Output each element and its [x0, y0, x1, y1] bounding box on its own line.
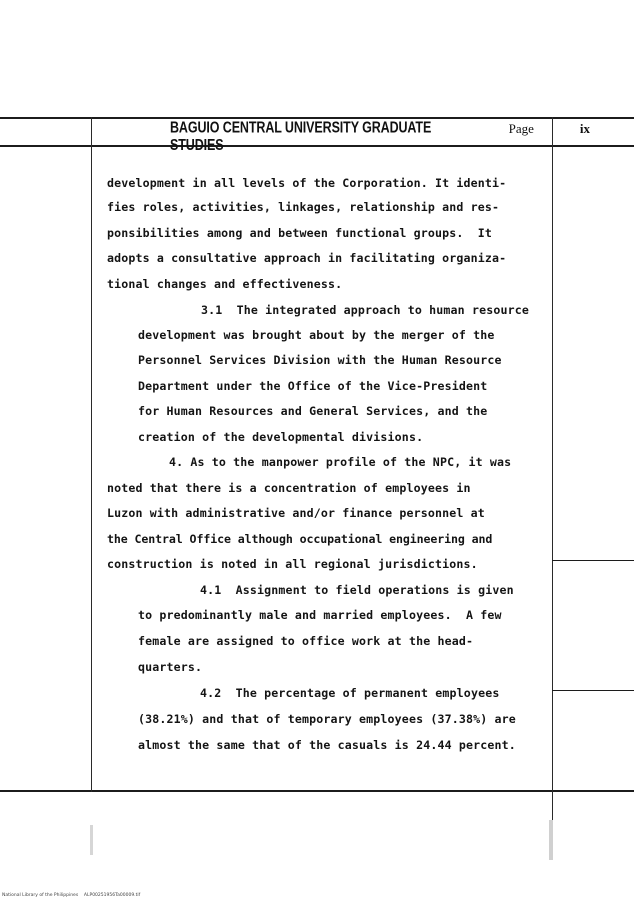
text-line: (38.21%) and that of temporary employees (37.38%) are [138, 712, 516, 726]
page-header [170, 118, 590, 154]
text-line: for Human Resources and General Services, and the [138, 404, 488, 418]
scan-artifact [90, 825, 93, 855]
text-line: Department under the Office of the Vice-President [138, 379, 488, 393]
archive-footer-note: National Library of the Philippines ALP00251956Ta00009.tif [2, 893, 141, 898]
scan-artifact [549, 820, 553, 860]
university-title: BAGUIO CENTRAL UNIVERSITY GRADUATE STUDIES [170, 118, 432, 154]
text-line: almost the same that of the casuals is 24.44 percent. [138, 738, 516, 752]
bottom-rule [0, 790, 634, 792]
left-margin-rule [91, 117, 92, 792]
text-line: 4. As to the manpower profile of the NPC, it was [169, 455, 512, 469]
text-line: quarters. [138, 660, 203, 674]
right-margin-tick-2 [552, 690, 634, 691]
text-line: the Central Office although occupational engineering and [107, 532, 493, 546]
text-line: tional changes and effectiveness. [107, 277, 343, 291]
text-line: female are assigned to office work at the head- [138, 634, 474, 648]
page-label: Page [508, 121, 534, 136]
text-line: 4.2 The percentage of permanent employees [200, 686, 500, 700]
text-line: creation of the developmental divisions. [138, 430, 424, 444]
text-line: Personnel Services Division with the Human Resource [138, 353, 502, 367]
text-line: to predominantly male and married employees. A few [138, 608, 502, 622]
text-line: development in all levels of the Corporation. It identi- [107, 176, 507, 190]
text-line: noted that there is a concentration of employees in [107, 481, 471, 495]
text-line: 4.1 Assignment to field operations is given [200, 583, 514, 597]
page-number: ix [579, 121, 590, 136]
text-line: fies roles, activities, linkages, relationship and res- [107, 200, 500, 214]
text-line: adopts a consultative approach in facilitating organiza- [107, 251, 507, 265]
text-line: Luzon with administrative and/or finance personnel at [107, 506, 485, 520]
right-margin-rule [552, 117, 553, 857]
text-line: development was brought about by the merger of the [138, 328, 495, 342]
right-margin-tick-1 [552, 560, 634, 561]
text-line: 3.1 The integrated approach to human resource [201, 303, 529, 317]
text-line: construction is noted in all regional jurisdictions. [107, 557, 478, 571]
text-line: ponsibilities among and between functional groups. It [107, 226, 493, 240]
